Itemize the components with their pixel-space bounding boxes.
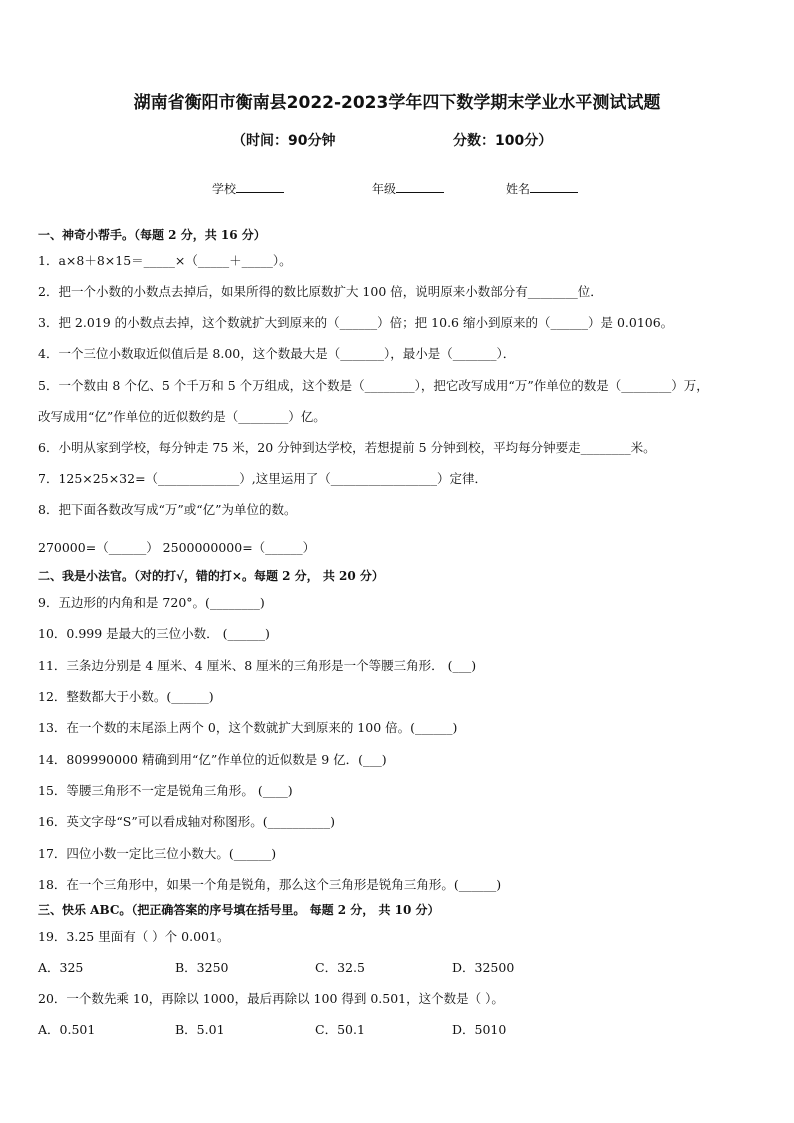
grade-blank: [396, 180, 444, 193]
school-label: 学校: [212, 182, 237, 196]
question: 1．a×8＋8×15＝_____×（_____＋_____）。: [38, 253, 292, 268]
question: 16．英文字母“S”可以看成轴对称图形。(__________): [38, 814, 336, 829]
question-continued: 改写成用“亿”作单位的近似数约是（________）亿。: [38, 409, 326, 424]
question: 9．五边形的内角和是 720°。(________): [38, 595, 265, 610]
option-a: A．0.501: [38, 1022, 96, 1037]
question: 4．一个三位小数取近似值后是 8.00，这个数最大是（_______），最小是（_______）．: [38, 346, 516, 361]
school-field: [212, 180, 284, 197]
question: 3．把 2.019 的小数点去掉，这个数就扩大到原来的（______）倍；把 10.6 缩小到原来的（______）是 0.0106。: [38, 315, 674, 330]
grade-field: [372, 180, 444, 197]
question: 2．把一个小数的小数点去掉后，如果所得的数比原数扩大 100 倍，说明原来小数部分有________位．: [38, 284, 603, 299]
name-field: [506, 180, 578, 197]
question: 19．3.25 里面有（ ）个 0.001。: [38, 929, 230, 944]
name-blank: [530, 180, 578, 193]
grade-label: 年级: [372, 182, 397, 196]
question: 20．一个数先乘 10，再除以 1000，最后再除以 100 得到 0.501，这个数是（ ）。: [38, 991, 504, 1006]
question: 17．四位小数一定比三位小数大。(______): [38, 846, 277, 861]
question: 13．在一个数的末尾添上两个 0，这个数就扩大到原来的 100 倍。(______): [38, 720, 458, 735]
section-heading: 一、神奇小帮手。（每题 2 分，共 16 分）: [38, 228, 266, 242]
question: 8．把下面各数改写成“万”或“亿”为单位的数。: [38, 502, 297, 517]
question: 12．整数都大于小数。(______): [38, 689, 214, 704]
question: 7．125×25×32=（_____________）,这里运用了（_________________）定律．: [38, 471, 488, 486]
option-d: D．5010: [452, 1022, 507, 1037]
option-b: B．5.01: [175, 1022, 225, 1037]
school-blank: [236, 180, 284, 193]
question: 18．在一个三角形中，如果一个角是锐角，那么这个三角形是锐角三角形。(______): [38, 877, 502, 892]
question: 5．一个数由 8 个亿、5 个千万和 5 个万组成，这个数是（________），把它改写成用“万”作单位的数是（________）万，: [38, 378, 709, 393]
option-c: C．50.1: [315, 1022, 365, 1037]
question-subitems: 270000=（______） 2500000000=（______）: [38, 540, 316, 555]
question: 6．小明从家到学校，每分钟走 75 米，20 分钟到达学校，若想提前 5 分钟到校，平均每分钟要走________米。: [38, 440, 656, 455]
option-a: A．325: [38, 960, 84, 975]
question: 11．三条边分别是 4 厘米、4 厘米、8 厘米的三角形是一个等腰三角形． (___): [38, 658, 477, 673]
section-heading: 三、快乐 ABC。（把正确答案的序号填在括号里。 每题 2 分， 共 10 分）: [38, 903, 440, 917]
time-info: （时间：90分钟: [232, 133, 336, 149]
name-label: 姓名: [506, 182, 531, 196]
option-b: B．3250: [175, 960, 229, 975]
question: 15．等腰三角形不一定是锐角三角形。 (____): [38, 783, 293, 798]
question: 10．0.999 是最大的三位小数． (______): [38, 626, 270, 641]
question: 14．809990000 精确到用“亿”作单位的近似数是 9 亿．(___): [38, 752, 387, 767]
score-info: 分数：100分）: [453, 133, 553, 149]
page-title: 湖南省衡阳市衡南县2022-2023学年四下数学期末学业水平测试试题: [133, 93, 661, 113]
option-c: C．32.5: [315, 960, 365, 975]
section-heading: 二、我是小法官。（对的打√，错的打×。每题 2 分， 共 20 分）: [38, 569, 384, 583]
option-d: D．32500: [452, 960, 515, 975]
